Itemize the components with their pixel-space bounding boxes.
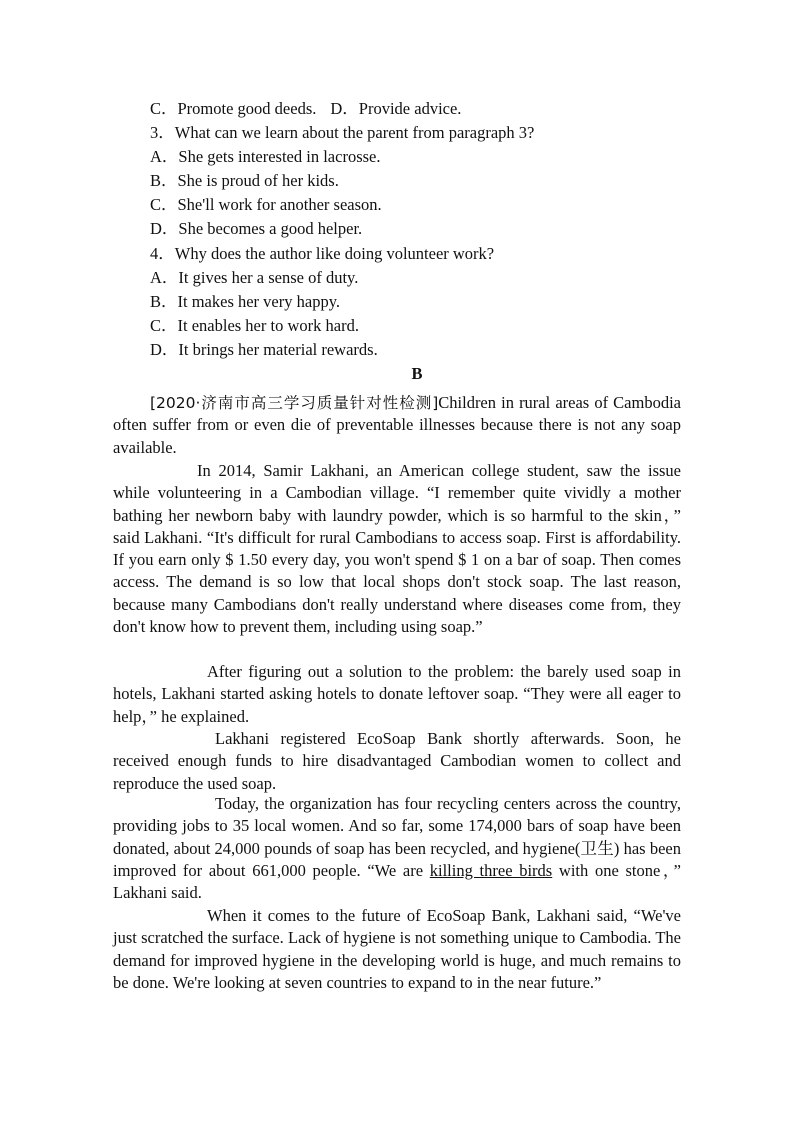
paragraph-5-text-a: Today, the organization has four recycling centers across the country, providing jobs to 35 local women. And so far, some 174,000 bars of soap have been donated, about 24,000 pounds of soap has been recycled, and hygiene(卫生) has been improved for about 661,000 people. “We are (113, 794, 681, 880)
source-tag: [2020·济南市高三学习质量针对性检测] (150, 394, 439, 412)
passage-paragraph-4: Lakhani registered EcoSoap Bank shortly afterwards. Soon, he received enough funds to hire disadvantaged Cambodian women to collect and reproduce the used soap. (113, 729, 681, 793)
q2-option-c[interactable]: C．Promote good deeds. (150, 99, 317, 118)
q3-option-d[interactable]: D．She becomes a good helper. (150, 219, 363, 238)
q3-option-a[interactable]: A．She gets interested in lacrosse. (150, 147, 381, 166)
q4-option-b[interactable]: B．It makes her very happy. (150, 292, 340, 311)
passage-paragraph-5 (113, 793, 681, 904)
paragraph-1-text: Children in rural areas of Cambodia often suffer from or even die of preventable illnesses because there is not any soap available. (113, 393, 681, 457)
q4-option-d[interactable]: D．It brings her material rewards. (150, 340, 378, 359)
q4-option-a[interactable]: A．It gives her a sense of duty. (150, 268, 359, 287)
q2-option-d[interactable]: D．Provide advice. (330, 99, 462, 118)
q4-option-c[interactable]: C．It enables her to work hard. (150, 316, 359, 335)
paragraph-5-text-b: with one stone，” Lakhani said. (113, 860, 681, 903)
section-heading: B (411, 364, 423, 383)
passage-paragraph-1 (113, 392, 681, 459)
passage-paragraph-6: When it comes to the future of EcoSoap Bank, Lakhani said, “We've just scratched the surface. Lack of hygiene is not something unique to Cambodia. The demand for improved hygiene in the developing world is huge, and much remains to be done. We're looking at seven countries to expand to in the near future.” (113, 906, 681, 992)
underlined-phrase: killing three birds (429, 860, 553, 880)
q4-stem: 4．Why does the author like doing volunteer work? (150, 244, 495, 263)
q2-options-cd (150, 98, 461, 120)
passage-paragraph-3: After figuring out a solution to the problem: the barely used soap in hotels, Lakhani started asking hotels to donate leftover soap. “They were all eager to help，” he explained. (113, 662, 681, 726)
q3-option-c[interactable]: C．She'll work for another season. (150, 195, 382, 214)
q3-stem: 3．What can we learn about the parent from paragraph 3? (150, 123, 535, 142)
passage-paragraph-2: In 2014, Samir Lakhani, an American college student, saw the issue while volunteering in a Cambodian village. “I remember quite vividly a mother bathing her newborn baby with laundry powder, which is so harmful to the skin，” said Lakhani. “It's difficult for rural Cambodians to access soap. First is affordability. If you earn only $ 1.50 every day, you won't spend $ 1 on a bar of soap. Then comes access. The demand is so low that local shops don't stock soap. The last reason, because many Cambodians don't really understand where diseases come from, they don't know how to prevent them, including using soap.” (113, 461, 681, 637)
q3-option-b[interactable]: B．She is proud of her kids. (150, 171, 339, 190)
